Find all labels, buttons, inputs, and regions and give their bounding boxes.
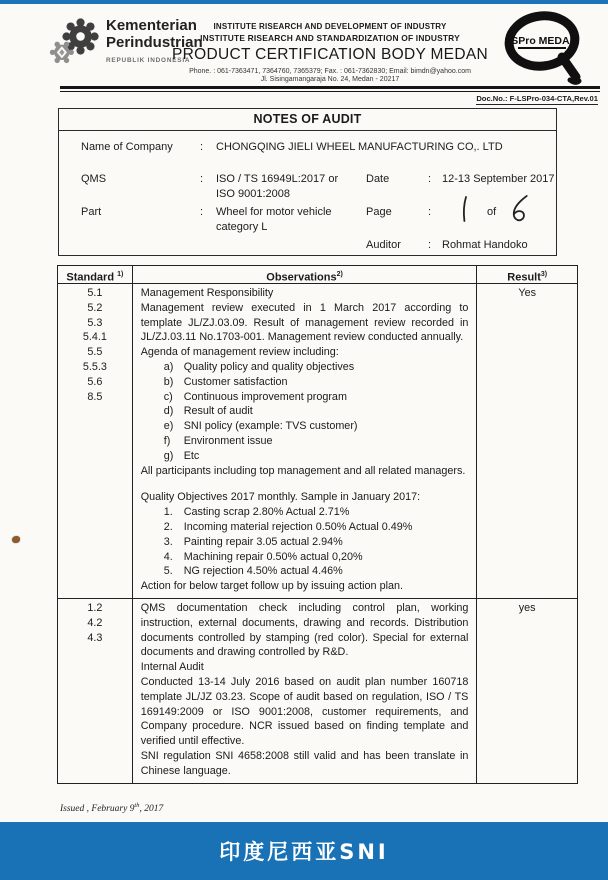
list-item-text: Quality policy and quality objectives bbox=[183, 360, 355, 373]
list-marker: 3. bbox=[163, 535, 173, 548]
date-label: Date bbox=[366, 173, 390, 185]
observations-cell bbox=[133, 599, 478, 783]
result-cell: Yes bbox=[518, 287, 536, 299]
standard-clause: 5.3 bbox=[87, 316, 103, 329]
qms-value-line2: ISO 9001:2008 bbox=[216, 188, 291, 200]
list-item-text: Machining repair 0.50% actual 0,20% bbox=[183, 550, 363, 563]
date-value: 12-13 September 2017 bbox=[442, 173, 555, 185]
observation-list-item bbox=[141, 520, 469, 535]
list-marker: 2. bbox=[163, 520, 173, 533]
observations-column-header: Observations$^{2)}$ bbox=[133, 266, 478, 283]
observation-list-item bbox=[141, 375, 469, 390]
standard-footnote-ref: 1) bbox=[117, 271, 124, 278]
list-marker: e) bbox=[163, 420, 174, 433]
letterhead-center bbox=[163, 22, 497, 83]
observation-paragraph: Internal Audit bbox=[140, 661, 204, 674]
auditor-value: Rohmat Handoko bbox=[442, 239, 528, 251]
observation-paragraph: Agenda of management review including: bbox=[140, 346, 339, 359]
observation-list-item bbox=[141, 390, 469, 405]
observation-gap bbox=[141, 478, 469, 490]
standard-clause: 8.5 bbox=[87, 390, 103, 403]
list-item-text: Continuous improvement program bbox=[183, 390, 347, 403]
standard-clause: 1.2 bbox=[87, 601, 103, 614]
lspro-medan-logo-icon bbox=[504, 6, 584, 88]
colon: : bbox=[428, 239, 432, 251]
list-item-text: Incoming material rejection 0.50% Actual 0.49% bbox=[183, 520, 413, 533]
auditor-label: Auditor bbox=[366, 239, 401, 251]
standard-column-header: Standard $^{1)}$ bbox=[58, 266, 133, 283]
table-row bbox=[58, 284, 577, 598]
standard-clause: 5.4.1 bbox=[82, 331, 107, 344]
audit-table-body bbox=[58, 284, 577, 783]
list-marker: b) bbox=[163, 375, 174, 388]
list-marker: d) bbox=[163, 405, 174, 418]
observation-list-item bbox=[141, 564, 469, 579]
list-item-text: Casting scrap 2.80% Actual 2.71% bbox=[183, 506, 350, 519]
colon: : bbox=[428, 206, 432, 218]
qms-label: QMS bbox=[81, 173, 107, 185]
ministry-line1: Kementerian bbox=[106, 17, 197, 34]
ministry-line3: REPUBLIK INDONESIA bbox=[106, 57, 191, 64]
kemenperin-gear-icon bbox=[46, 15, 102, 71]
table-header-row bbox=[58, 266, 577, 284]
contact-line2: Jl. Sisingamangaraja No. 24, Medan - 20217 bbox=[260, 76, 400, 83]
list-marker: 1. bbox=[163, 506, 173, 519]
standard-cell bbox=[58, 284, 133, 598]
bottom-banner-text: 印度尼西亚SNI bbox=[219, 840, 389, 864]
page-of-label: of bbox=[487, 206, 497, 218]
observation-paragraph: Management Responsibility bbox=[140, 287, 274, 299]
list-item-text: Customer satisfaction bbox=[183, 375, 288, 388]
notes-title: NOTES OF AUDIT bbox=[59, 109, 556, 131]
top-accent-line bbox=[0, 0, 608, 4]
observation-list-item bbox=[141, 419, 469, 434]
qms-value-line1: ISO / TS 16949L:2017 or bbox=[216, 173, 339, 185]
list-marker: f) bbox=[163, 434, 171, 447]
institute-line2: INSTITUTE RISEARCH AND STANDARDIZATION OF INDUSTRY bbox=[200, 33, 460, 43]
observation-list-item bbox=[141, 404, 469, 419]
colon: : bbox=[200, 173, 204, 185]
colon: : bbox=[428, 173, 432, 185]
list-marker: 4. bbox=[163, 550, 173, 563]
observations-footnote-ref: 2) bbox=[336, 271, 343, 278]
result-footnote-ref: 3) bbox=[540, 271, 548, 278]
result-cell: yes bbox=[518, 601, 536, 614]
standard-clause: 4.3 bbox=[87, 631, 103, 644]
handwritten-page-number-icon bbox=[457, 195, 471, 223]
observation-paragraph: All participants including top management and all related managers. bbox=[140, 464, 466, 477]
bottom-banner bbox=[0, 822, 608, 880]
issued-ordinal-suffix: th bbox=[134, 801, 140, 809]
result-column-header: Result$^{3)}$ bbox=[507, 271, 548, 284]
issued-date-line: Issued , February 9th, 2017 bbox=[60, 801, 164, 814]
observation-list-item bbox=[141, 505, 469, 520]
list-marker: a) bbox=[163, 360, 174, 373]
observations-cell bbox=[133, 284, 478, 598]
list-marker: g) bbox=[163, 449, 174, 462]
contact-line1: Phone. : 061-7363471, 7364760, 7365379; Fax. : 061-7362830; Email: bimdn@yahoo.com bbox=[189, 68, 471, 75]
colon: : bbox=[200, 206, 204, 218]
observation-list-item bbox=[141, 449, 469, 464]
list-item-text: Etc bbox=[183, 449, 200, 462]
observation-paragraph: Quality Objectives 2017 monthly. Sample in January 2017: bbox=[140, 491, 421, 504]
observation-list-item bbox=[141, 550, 469, 565]
observation-list-item bbox=[141, 535, 469, 550]
standard-cell bbox=[58, 599, 133, 783]
standard-clause: 5.6 bbox=[87, 375, 103, 388]
observation-paragraph: Action for below target follow up by issuing action plan. bbox=[140, 580, 403, 593]
observation-list-item bbox=[141, 360, 469, 375]
part-value-line2: category L bbox=[216, 221, 268, 233]
list-marker: c) bbox=[163, 390, 173, 403]
observation-list-item bbox=[141, 434, 469, 449]
list-item-text: SNI policy (example: TVS customer) bbox=[183, 420, 358, 433]
observation-paragraph: QMS documentation check including control plan, working instruction, external documents, drawing and records. Distribution documents controlled by stamping (red color). Special for external documents and drawing controlled by R&D. bbox=[140, 601, 469, 659]
observation-paragraph: Management review executed in 1 March 2017 according to template JL/ZJ.03.09. Result of management review recorded in JL/ZJ.03.11 No.1703-001. Management review conducted annually. bbox=[140, 301, 469, 344]
colon: : bbox=[200, 141, 204, 153]
standard-clause: 5.5.3 bbox=[82, 360, 107, 373]
company-label: Name of Company bbox=[81, 141, 173, 153]
audit-table bbox=[57, 265, 578, 784]
institute-line1: INSTITUTE RISEARCH AND DEVELOPMENT OF INDUSTRY bbox=[213, 22, 447, 31]
list-item-text: Environment issue bbox=[183, 434, 273, 447]
header-divider bbox=[60, 86, 600, 92]
standard-clause: 5.1 bbox=[87, 287, 103, 299]
scan-speck bbox=[12, 536, 20, 543]
page-label: Page bbox=[366, 206, 392, 218]
standard-clause: 5.5 bbox=[87, 346, 103, 359]
notes-of-audit-box bbox=[58, 108, 557, 256]
table-row bbox=[58, 598, 577, 783]
table-section bbox=[57, 265, 578, 814]
observation-paragraph: SNI regulation SNI 4658:2008 still valid and has been translate in Chinese language. bbox=[140, 749, 469, 777]
observation-paragraph: Conducted 13-14 July 2016 based on audit plan number 160718 template JL/JZ 03.23. Scope of audit based on regulation, ISO / TS 169149:2009 or ISO 9001:2008, customer requirements, and Company procedure. NCR issued based on finding template and verified until effective. bbox=[140, 675, 469, 748]
part-label: Part bbox=[81, 206, 102, 218]
standard-clause: 5.2 bbox=[87, 301, 103, 314]
company-value: CHONGQING JIELI WHEEL MANUFACTURING CO,. LTD bbox=[216, 141, 503, 153]
handwritten-page-total-icon bbox=[509, 193, 529, 223]
list-item-text: Result of audit bbox=[183, 405, 253, 418]
ministry-line2: Perindustrian bbox=[106, 34, 203, 51]
standard-clause: 4.2 bbox=[87, 616, 103, 629]
lspro-logo-text: LSPro MEDAN bbox=[504, 35, 578, 47]
part-value-line1: Wheel for motor vehicle bbox=[216, 206, 332, 218]
list-item-text: NG rejection 4.50% actual 4.46% bbox=[183, 565, 343, 578]
list-item-text: Painting repair 3.05 actual 2.94% bbox=[183, 535, 343, 548]
list-marker: 5. bbox=[163, 565, 173, 578]
doc-number: Doc.No.: F-LSPro-034-CTA,Rev.01 bbox=[476, 94, 598, 103]
certification-body-name: PRODUCT CERTIFICATION BODY MEDAN bbox=[172, 46, 488, 63]
